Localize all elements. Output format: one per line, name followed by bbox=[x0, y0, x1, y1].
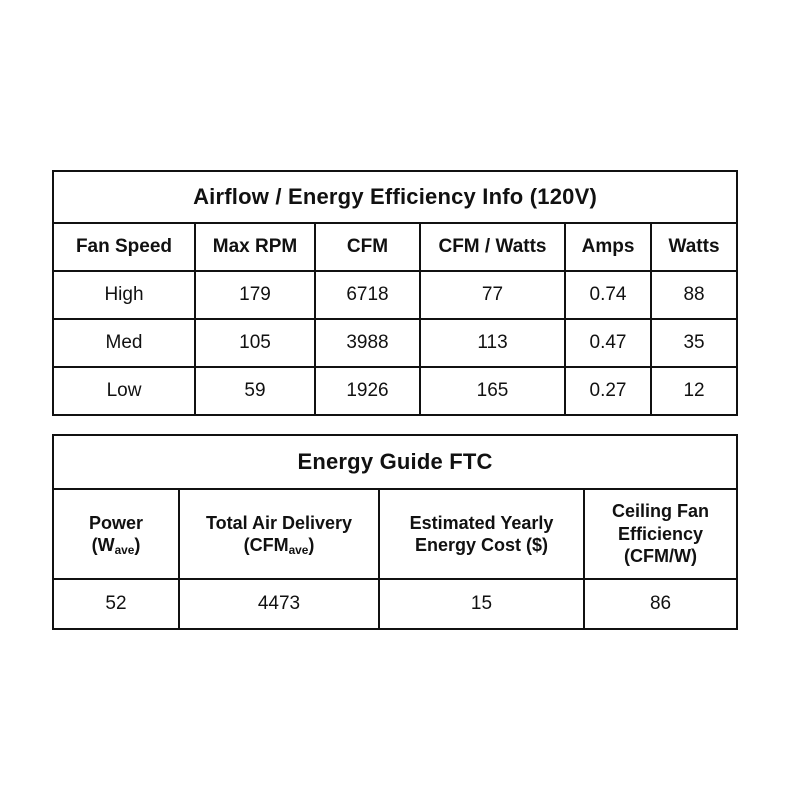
column-header-cfm: CFM bbox=[315, 223, 420, 271]
cell-med-cfm: 3988 bbox=[315, 319, 420, 367]
column-header-estimated-yearly-energy-cost-line1: Estimated Yearly bbox=[409, 512, 554, 533]
table-row bbox=[53, 367, 737, 415]
column-header-ceiling-fan-efficiency bbox=[584, 489, 737, 579]
energy-guide-ftc-table bbox=[52, 434, 738, 630]
airflow-table-title: Airflow / Energy Efficiency Info (120V) bbox=[53, 171, 737, 223]
table-header-row bbox=[53, 489, 737, 579]
spec-sheet bbox=[52, 170, 736, 630]
column-header-cfm-per-watts: CFM / Watts bbox=[420, 223, 565, 271]
column-header-total-air-delivery bbox=[179, 489, 379, 579]
cell-high-cfm: 6718 bbox=[315, 271, 420, 319]
cell-med-amps: 0.47 bbox=[565, 319, 651, 367]
column-header-fan-speed: Fan Speed bbox=[53, 223, 195, 271]
cell-high-max-rpm: 179 bbox=[195, 271, 315, 319]
column-header-total-air-delivery-line2: $(CFM_{ave})$ bbox=[243, 535, 315, 558]
cell-low-watts: 12 bbox=[651, 367, 737, 415]
column-header-ceiling-fan-efficiency-line2: Efficiency bbox=[618, 523, 704, 544]
cell-low-max-rpm: 59 bbox=[195, 367, 315, 415]
column-header-estimated-yearly-energy-cost bbox=[379, 489, 584, 579]
table-gap bbox=[52, 416, 736, 434]
cell-speed-med: Med bbox=[53, 319, 195, 367]
cell-power-value: 52 bbox=[53, 579, 179, 629]
energy-table-title: Energy Guide FTC bbox=[53, 435, 737, 489]
column-header-watts: Watts bbox=[651, 223, 737, 271]
cell-total-air-delivery-value: 4473 bbox=[179, 579, 379, 629]
cell-med-max-rpm: 105 bbox=[195, 319, 315, 367]
cell-high-amps: 0.74 bbox=[565, 271, 651, 319]
airflow-energy-efficiency-table bbox=[52, 170, 738, 416]
cell-low-cfm: 1926 bbox=[315, 367, 420, 415]
column-header-max-rpm: Max RPM bbox=[195, 223, 315, 271]
cell-estimated-yearly-energy-cost-value: 15 bbox=[379, 579, 584, 629]
table-row bbox=[53, 271, 737, 319]
column-header-ceiling-fan-efficiency-line1: Ceiling Fan bbox=[612, 501, 710, 522]
table-title-row bbox=[53, 171, 737, 223]
column-header-total-air-delivery-line1: Total Air Delivery bbox=[205, 512, 353, 533]
table-row bbox=[53, 579, 737, 629]
column-header-power bbox=[53, 489, 179, 579]
table-header-row bbox=[53, 223, 737, 271]
cell-low-cfm-per-watts: 165 bbox=[420, 367, 565, 415]
cell-high-watts: 88 bbox=[651, 271, 737, 319]
cell-speed-low: Low bbox=[53, 367, 195, 415]
table-row bbox=[53, 319, 737, 367]
cell-speed-high: High bbox=[53, 271, 195, 319]
column-header-ceiling-fan-efficiency-line3: (CFM/W) bbox=[624, 546, 697, 567]
column-header-amps: Amps bbox=[565, 223, 651, 271]
column-header-power-line1: Power bbox=[88, 512, 144, 533]
cell-low-amps: 0.27 bbox=[565, 367, 651, 415]
column-header-estimated-yearly-energy-cost-line2: Energy Cost ($) bbox=[414, 535, 549, 555]
column-header-power-line2: $(W_{ave})$ bbox=[91, 535, 141, 558]
cell-med-watts: 35 bbox=[651, 319, 737, 367]
cell-med-cfm-per-watts: 113 bbox=[420, 319, 565, 367]
table-title-row bbox=[53, 435, 737, 489]
cell-high-cfm-per-watts: 77 bbox=[420, 271, 565, 319]
cell-ceiling-fan-efficiency-value: 86 bbox=[584, 579, 737, 629]
